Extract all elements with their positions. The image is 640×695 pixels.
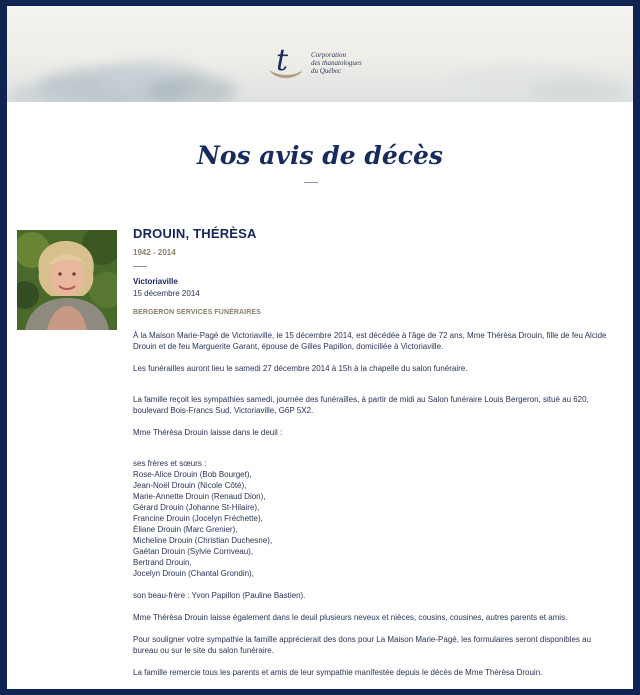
list-item: Rose-Alice Drouin (Bob Bourget), xyxy=(133,470,252,479)
deceased-name: DROUIN, THÉRÈSA xyxy=(133,226,257,241)
list-item: Éliane Drouin (Marc Grenier), xyxy=(133,525,238,534)
logo-text: Corporation des thanatologues du Québec xyxy=(311,51,362,75)
list-item: Bertrand Drouin, xyxy=(133,558,192,567)
page-frame xyxy=(7,6,633,689)
portrait-image xyxy=(17,230,117,330)
paragraph-brother-in-law: son beau-frère : Yvon Papillon (Pauline Bastien). xyxy=(133,591,306,600)
obituary-body xyxy=(133,330,613,678)
list-item: Francine Drouin (Jocelyn Fréchette), xyxy=(133,514,263,523)
paragraph-thanks: La famille remercie tous les parents et amis de leur sympathie manifestée depuis le décès de Mme Thérèsa Drouin. xyxy=(133,668,543,677)
paragraph-mourners-intro: Mme Thérèsa Drouin laisse dans le deuil : xyxy=(133,428,283,437)
life-years: 1942 - 2014 xyxy=(133,248,176,257)
list-item: Jean-Noël Drouin (Nicole Côté), xyxy=(133,481,247,490)
site-logo[interactable] xyxy=(263,40,383,86)
logo-t-icon xyxy=(263,40,309,86)
paragraph-donations: Pour souligner votre sympathie la famille apprécierait des dons pour La Maison Marie-Pagé, les formulaires seront disponibles au bureau ou sur le site du salon funéraire. xyxy=(133,635,592,655)
paragraph-visitation: La famille reçoit les sympathies samedi, journée des funérailles, à partir de midi au Salon funéraire Louis Bergeron, situé au 620, boulevard Bois-Francs Sud, Victoriaville, G6P 5X2. xyxy=(133,395,589,415)
location: Victoriaville xyxy=(133,277,178,286)
funeral-home-link[interactable]: BERGERON SERVICES FUNÉRAIRES xyxy=(133,309,261,316)
title-divider xyxy=(304,182,318,183)
page-title: Nos avis de décès xyxy=(197,141,443,170)
paragraph-other-relatives: Mme Thérèsa Drouin laisse également dans le deuil plusieurs neveux et nièces, cousins, cousines, autres parents et amis. xyxy=(133,613,568,622)
name-divider xyxy=(133,266,147,267)
paragraph-announcement: À la Maison Marie-Pagé de Victoriaville, le 15 décembre 2014, est décédée à l'âge de 72 ans, Mme Thérèsa Drouin, fille de feu Alcide Drouin et de feu Marguerite Garant, épouse de Gilles Papillon, domiciliée à Victoriaville. xyxy=(133,331,607,351)
death-date: 15 décembre 2014 xyxy=(133,289,200,298)
deceased-photo xyxy=(17,230,117,330)
list-item: Jocelyn Drouin (Chantal Grondin), xyxy=(133,569,254,578)
list-item: Marie-Annette Drouin (Renaud Dion), xyxy=(133,492,266,501)
paragraph-funeral: Les funérailles auront lieu le samedi 27 décembre 2014 à 15h à la chapelle du salon funéraire. xyxy=(133,364,468,373)
list-item: Micheline Drouin (Christian Duchesne), xyxy=(133,536,273,545)
siblings-heading: ses frères et sœurs : xyxy=(133,459,207,468)
obituary-content xyxy=(133,226,613,678)
list-item: Gérard Drouin (Johanne St-Hilaire), xyxy=(133,503,260,512)
list-item: Gaétan Drouin (Sylvie Corriveau), xyxy=(133,547,254,556)
header-banner xyxy=(7,6,633,102)
logo-letter: t xyxy=(276,43,289,78)
